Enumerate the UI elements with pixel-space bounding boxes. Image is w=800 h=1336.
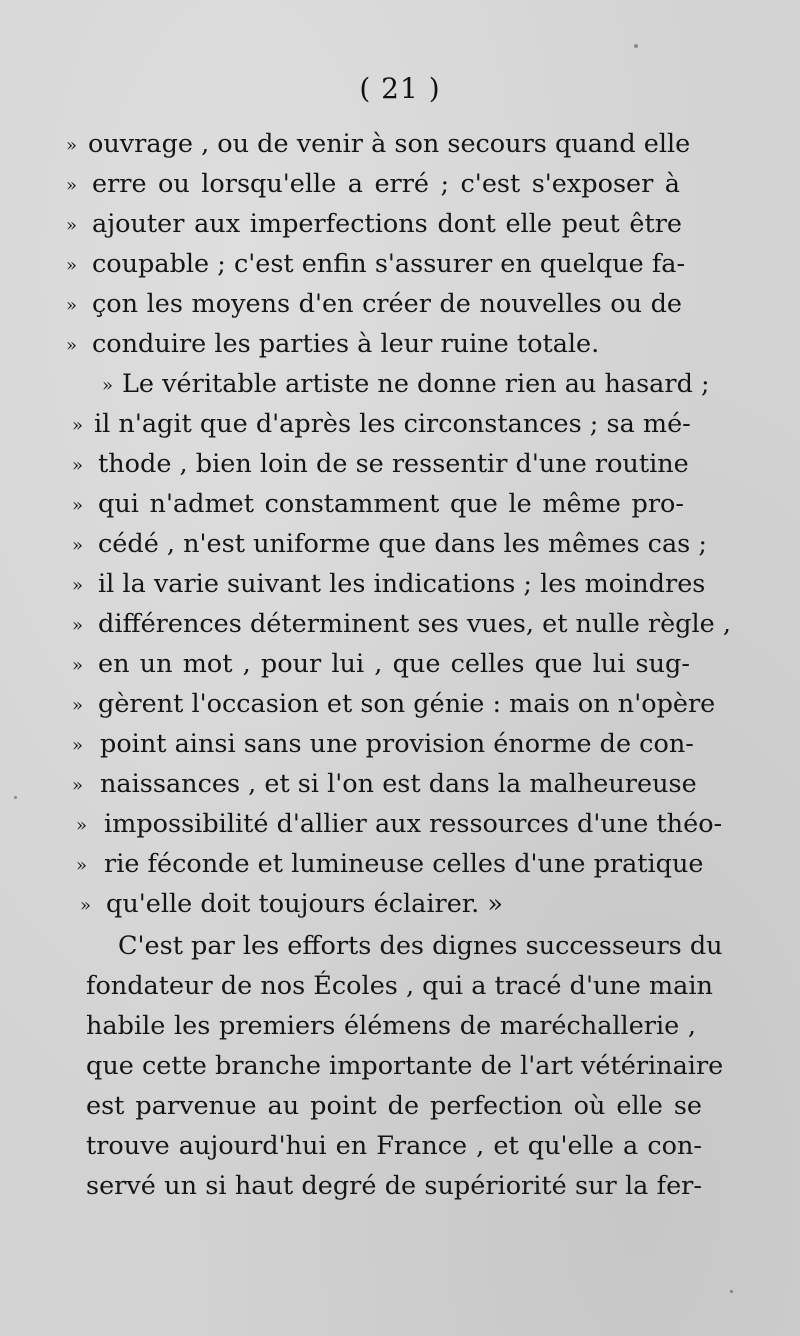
- line-text: Le véritable artiste ne donne rien au hasard ;: [122, 369, 710, 399]
- text-line: [0, 926, 800, 966]
- quote-mark: »: [72, 535, 84, 556]
- text-line: [0, 764, 800, 804]
- quote-mark: »: [66, 255, 78, 276]
- line-text: fondateur de nos Écoles , qui a tracé d'une main: [86, 971, 713, 1001]
- paper-speck: [730, 1290, 733, 1293]
- line-text: C'est par les efforts des dignes successeurs du: [118, 931, 723, 961]
- line-text: point ainsi sans une provision énorme de con-: [100, 729, 694, 759]
- text-line: [0, 484, 800, 524]
- line-text: naissances , et si l'on est dans la malheureuse: [100, 769, 697, 799]
- page-number: ( 21 ): [359, 72, 441, 105]
- text-line: [0, 124, 800, 164]
- line-text: conduire les parties à leur ruine totale.: [92, 329, 600, 359]
- quote-mark: »: [72, 775, 84, 796]
- text-line: [0, 1046, 800, 1086]
- line-text: il n'agit que d'après les circonstances ; sa mé-: [94, 409, 691, 439]
- text-line: [0, 644, 800, 684]
- text-line: [0, 404, 800, 444]
- paper-speck: [634, 44, 638, 48]
- line-text: cédé , n'est uniforme que dans les mêmes cas ;: [98, 529, 707, 559]
- line-text: erre ou lorsqu'elle a erré ; c'est s'exposer à: [92, 169, 680, 199]
- quote-mark: »: [72, 455, 84, 476]
- quote-mark: »: [72, 415, 84, 436]
- line-text: est parvenue au point de perfection où elle se: [86, 1091, 702, 1121]
- text-line: [0, 524, 800, 564]
- text-line: [0, 684, 800, 724]
- text-line: [0, 804, 800, 844]
- text-line: [0, 1006, 800, 1046]
- quote-mark: »: [80, 895, 92, 916]
- quote-mark: »: [72, 615, 84, 636]
- line-text: trouve aujourd'hui en France , et qu'elle a con-: [86, 1131, 702, 1161]
- text-line: [0, 284, 800, 324]
- quote-mark: »: [76, 815, 88, 836]
- line-text: que cette branche importante de l'art vétérinaire: [86, 1051, 724, 1081]
- text-line: [0, 884, 800, 924]
- line-text: qu'elle doit toujours éclairer. »: [106, 889, 503, 919]
- line-text: ouvrage , ou de venir à son secours quand elle: [88, 129, 691, 159]
- text-line: [0, 564, 800, 604]
- line-text: ajouter aux imperfections dont elle peut être: [92, 209, 682, 239]
- text-line: [0, 444, 800, 484]
- line-text: thode , bien loin de se ressentir d'une routine: [98, 449, 689, 479]
- quote-mark: »: [72, 575, 84, 596]
- line-text: coupable ; c'est enfin s'assurer en quelque fa-: [92, 249, 686, 279]
- text-line: [0, 364, 800, 404]
- line-text: qui n'admet constamment que le même pro-: [98, 489, 684, 519]
- quote-mark: »: [72, 735, 84, 756]
- quote-mark: »: [72, 495, 84, 516]
- text-line: [0, 164, 800, 204]
- text-line: [0, 844, 800, 884]
- text-line: [0, 204, 800, 244]
- text-line: [0, 1086, 800, 1126]
- quote-mark: »: [66, 135, 78, 156]
- line-text: en un mot , pour lui , que celles que lui sug-: [98, 649, 690, 679]
- quote-mark: »: [72, 655, 84, 676]
- quote-mark: »: [102, 375, 114, 396]
- text-line: [0, 1166, 800, 1206]
- line-text: impossibilité d'allier aux ressources d'une théo-: [104, 809, 723, 839]
- quote-mark: »: [66, 295, 78, 316]
- text-line: [0, 324, 800, 364]
- text-line: [0, 724, 800, 764]
- line-text: çon les moyens d'en créer de nouvelles ou de: [92, 289, 682, 319]
- line-text: habile les premiers élémens de maréchallerie ,: [86, 1011, 696, 1041]
- quote-mark: »: [66, 215, 78, 236]
- quote-mark: »: [66, 335, 78, 356]
- paper-speck: [14, 796, 17, 799]
- line-text: gèrent l'occasion et son génie : mais on n'opère: [98, 689, 716, 719]
- line-text: il la varie suivant les indications ; les moindres: [98, 569, 706, 599]
- text-line: [0, 604, 800, 644]
- text-line: [0, 966, 800, 1006]
- quote-mark: »: [66, 175, 78, 196]
- line-text: rie féconde et lumineuse celles d'une pratique: [104, 849, 704, 879]
- quote-mark: »: [72, 695, 84, 716]
- text-line: [0, 244, 800, 284]
- line-text: différences déterminent ses vues, et nulle règle ,: [98, 609, 731, 639]
- quote-mark: »: [76, 855, 88, 876]
- text-line: [0, 1126, 800, 1166]
- line-text: servé un si haut degré de supériorité sur la fer-: [86, 1171, 702, 1201]
